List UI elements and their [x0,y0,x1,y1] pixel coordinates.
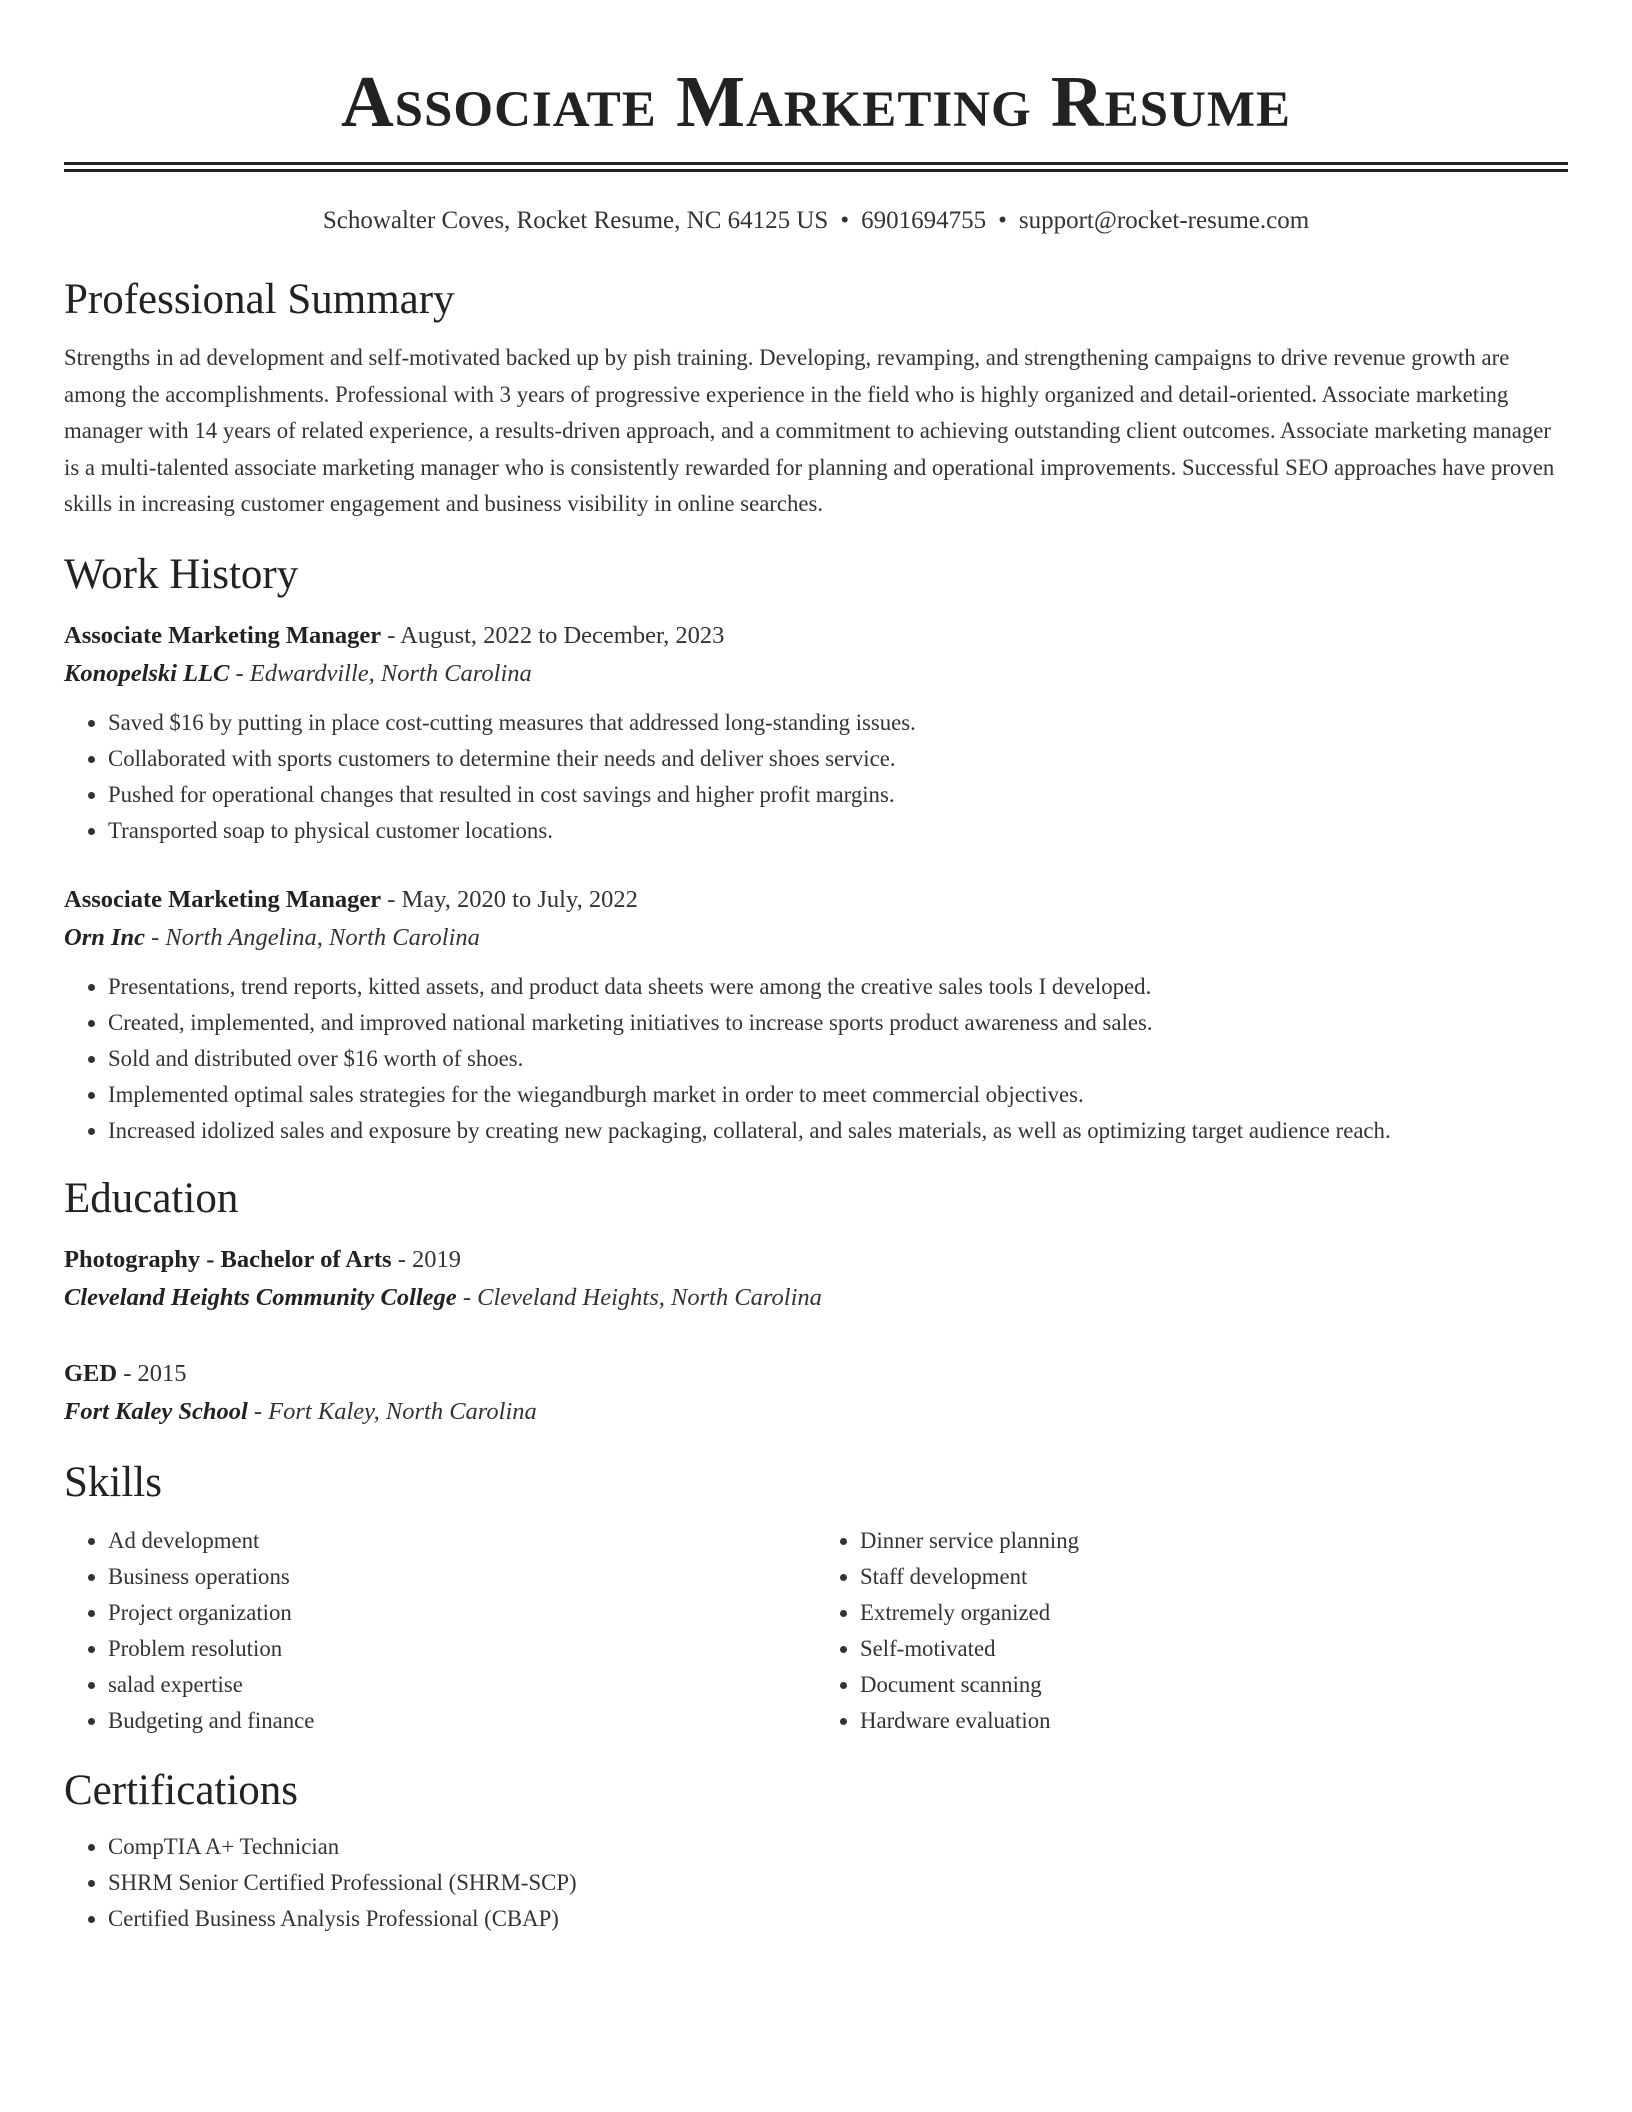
skills-section [64,1457,1568,1739]
certifications-heading: Certifications [64,1766,299,1814]
title-double-rule [64,162,1568,172]
job-entry [64,881,1568,1149]
job-header [64,881,1568,919]
list-item: • Extremely organized [860,1595,1568,1631]
list-item: • Increased idolized sales and exposure by creating new packaging, collateral, and sales materials, as well as optimizing target audience reach. [108,1113,1568,1149]
list-item: • Collaborated with sports customers to determine their needs and deliver shoes service. [108,741,1568,777]
list-item: • CompTIA A+ Technician [108,1829,1568,1865]
list-item: • Project organization [108,1595,816,1631]
resume-title: Associate Marketing Resume [340,61,1292,142]
list-item: • Self-motivated [860,1631,1568,1667]
contact-separator: • [998,207,1007,234]
education-degree: GED [64,1359,118,1387]
education-entry [64,1241,1568,1317]
education-header [64,1241,1568,1279]
job-company-line [64,919,1568,957]
list-item: • Document scanning [860,1667,1568,1703]
list-item: • Sold and distributed over $16 worth of shoes. [108,1041,1568,1077]
education-year: - 2019 [391,1245,461,1273]
summary-section [64,274,1568,523]
summary-heading: Professional Summary [64,276,455,323]
contact-separator: • [840,207,850,234]
list-item: • Pushed for operational changes that resulted in cost savings and higher profit margins. [108,777,1568,813]
list-item: • Dinner service planning [860,1523,1568,1559]
education-degree: Photography - Bachelor of Arts [64,1245,392,1273]
job-bullets [64,969,1568,1149]
skills-heading: Skills [64,1458,162,1506]
certifications-list [64,1829,1568,1937]
job-company: Orn Inc [64,923,146,951]
contact-phone: 6901694755 [861,207,987,234]
list-item: • Saved $16 by putting in place cost-cutting measures that addressed long-standing issues. [108,705,1568,741]
job-dates: - May, 2020 to July, 2022 [381,885,638,913]
list-item: • Business operations [108,1559,816,1595]
skills-grid [64,1523,1568,1739]
job-company-line [64,655,1568,693]
education-school-line [64,1279,1568,1317]
job-entry [64,617,1568,849]
education-header [64,1355,1568,1393]
education-school: Fort Kaley School [64,1397,248,1425]
education-location: - Cleveland Heights, North Carolina [456,1283,822,1311]
job-bullets [64,705,1568,849]
skills-list-right [816,1523,1568,1739]
education-school-line [64,1393,1568,1431]
job-company: Konopelski LLC [64,659,230,687]
job-title: Associate Marketing Manager [64,621,382,649]
list-item: • salad expertise [108,1667,816,1703]
certifications-section [64,1765,1568,1937]
contact-line [64,206,1568,236]
education-school: Cleveland Heights Community College [64,1283,457,1311]
list-item: • Staff development [860,1559,1568,1595]
list-item: • Hardware evaluation [860,1703,1568,1739]
summary-text: Strengths in ad development and self-motivated backed up by pish training. Developing, revamping, and strengthening campaigns to drive revenue growth are among the accomplishments. Professional with 3 years of progressive experience in the field who is highly organized and detail-oriented. Associate marketing manager with 14 years of related experience, a results-driven approach, and a commitment to achieving outstanding client outcomes. Associate marketing manager is a multi-talented associate marketing manager who is consistently rewarded for planning and operational improvements. Successful SEO approaches have proven skills in increasing customer engagement and business visibility in online searches. [64,345,1555,516]
contact-email: support@rocket-resume.com [1018,207,1310,234]
education-location: - Fort Kaley, North Carolina [247,1397,537,1425]
list-item: • SHRM Senior Certified Professional (SHRM-SCP) [108,1865,1568,1901]
skills-list-left [64,1523,816,1739]
work-history-heading: Work History [64,550,299,598]
list-item: • Problem resolution [108,1631,816,1667]
education-heading: Education [64,1174,239,1222]
list-item: • Presentations, trend reports, kitted assets, and product data sheets were among the creative sales tools I developed. [108,969,1568,1005]
job-header [64,617,1568,655]
list-item: • Implemented optimal sales strategies for the wiegandburgh market in order to meet commercial objectives. [108,1077,1568,1113]
list-item: • Ad development [108,1523,816,1559]
list-item: • Created, implemented, and improved national marketing initiatives to increase sports product awareness and sales. [108,1005,1568,1041]
contact-address: Schowalter Coves, Rocket Resume, NC 64125 US [322,207,829,234]
job-dates: - August, 2022 to December, 2023 [381,621,725,649]
list-item: • Certified Business Analysis Professional (CBAP) [108,1901,1568,1937]
education-entry [64,1355,1568,1431]
list-item: • Transported soap to physical customer locations. [108,813,1568,849]
job-location: - North Angelina, North Carolina [145,923,480,951]
job-title: Associate Marketing Manager [64,885,382,913]
list-item: • Budgeting and finance [108,1703,816,1739]
job-location: - Edwardville, North Carolina [229,659,532,687]
education-section [64,1173,1568,1431]
work-history-section [64,549,1568,1149]
education-year: - 2015 [117,1359,187,1387]
